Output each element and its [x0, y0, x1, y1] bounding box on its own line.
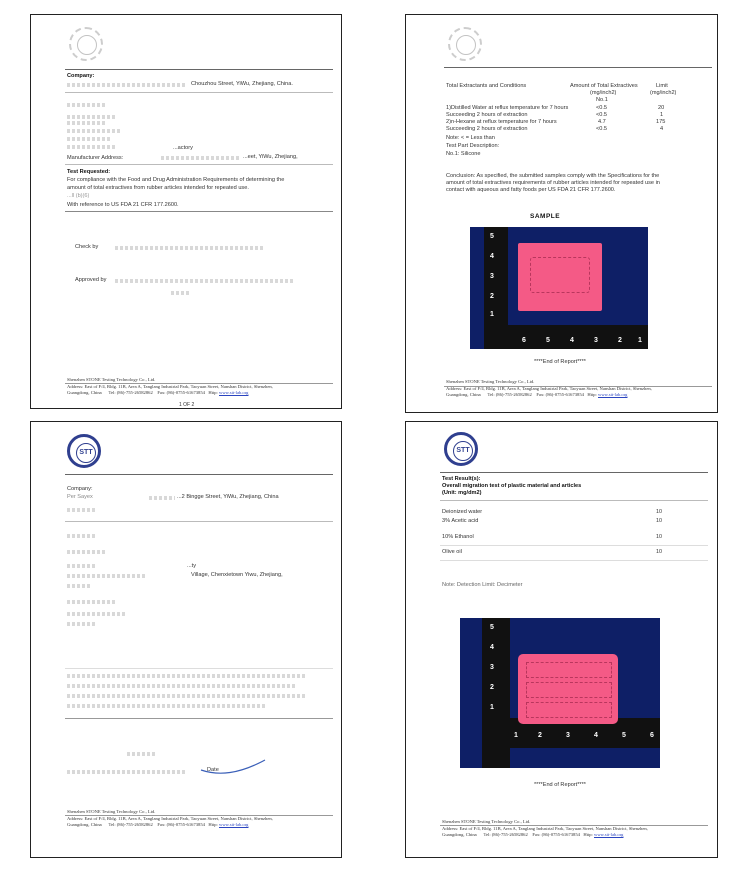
footer-region: Guangdong, China [442, 832, 477, 837]
section-divider [65, 521, 333, 522]
ruler-number: 5 [490, 233, 494, 240]
table-divider [440, 500, 708, 501]
date-label: Date [207, 767, 219, 773]
sample-engraving [526, 702, 612, 718]
signature-stroke [199, 756, 269, 776]
ruler-number: 1 [490, 704, 494, 711]
checked-by-label: Check by [75, 244, 99, 250]
redacted-text [67, 612, 127, 616]
sample-engraving [526, 662, 612, 678]
ruler-number: 2 [618, 337, 622, 344]
ruler-number: 5 [546, 337, 550, 344]
table-cell-value: <0.5 [596, 112, 608, 118]
ruler-number: 3 [490, 664, 494, 671]
footer-http-label: Http: [208, 822, 218, 827]
test-requested-label: Test Requested: [67, 169, 111, 175]
ruler-number: 1 [514, 732, 518, 739]
footer-fax: Fax: (86)-0755-61673854 [532, 832, 580, 837]
redacted-text [67, 129, 122, 133]
redacted-text [67, 584, 91, 588]
stt-logo-icon [67, 434, 101, 468]
company-label: Company: [67, 486, 93, 492]
redacted-signature [127, 752, 157, 756]
table-cell-value: <0.5 [596, 105, 608, 111]
ruler-number: 4 [490, 644, 494, 651]
redacted-text [67, 145, 117, 149]
request-line-1: For compliance with the Food and Drug Administration Requirements of determining the [67, 177, 285, 183]
page-number: 1 OF 2 [179, 402, 195, 408]
sample-engraving [526, 682, 612, 698]
redacted-text [67, 103, 107, 107]
footer-contact [67, 390, 248, 396]
report-page-4 [405, 421, 718, 858]
factory-fragment: ...actory [173, 145, 193, 151]
footer-region: Guangdong, China [67, 822, 102, 827]
redacted-signature [67, 770, 187, 774]
ruler-number: 5 [622, 732, 626, 739]
report-page-1 [30, 14, 342, 409]
table-header-sample-no: No.1 [596, 97, 608, 103]
table-row: 2)n-Hexane at reflux temperature for 7 hours [446, 119, 557, 125]
ruler-number: 4 [490, 253, 494, 260]
logo-text: STT [76, 443, 96, 463]
footer-contact [442, 832, 623, 838]
footer-address: Address: East of F/4, Bldg. 11B, Area A, Tanglang Industrial Park, Taoyuan Street, Nanshan District, Shenzhen, [67, 384, 273, 389]
table-cell-limit: 1 [660, 112, 664, 118]
manufacturer-address-label: Manufacturer Address: [67, 155, 124, 161]
company-logo-icon [448, 27, 482, 61]
stt-logo-icon [444, 432, 478, 466]
footer-company: Shenzhen STONE Testing Technology Co., Ltd. [442, 819, 531, 824]
redacted-signature [115, 279, 295, 283]
company-address: Chouzhou Street, YiWu, Zhejiang, China. [191, 81, 293, 87]
redacted-text [67, 694, 307, 698]
sample-engraving [530, 257, 590, 293]
ruler-number: 4 [570, 337, 574, 344]
factory-fragment: ...ty [187, 563, 197, 569]
table-divider [440, 560, 708, 561]
sample-photo [460, 618, 660, 768]
footer-website-link[interactable]: www.stt-lab.org [219, 390, 249, 395]
table-cell-value: 10 [656, 518, 662, 524]
table-cell-value: 4.7 [598, 119, 606, 125]
company-label: Company: [67, 73, 95, 79]
header-divider [65, 69, 333, 70]
footer-fax: Fax: (86)-0755-61673854 [157, 390, 205, 395]
redacted-text [67, 83, 187, 87]
redacted-text [149, 496, 175, 500]
section-divider [65, 668, 333, 669]
table-row: 1)Distilled Water at reflux temperature for 7 hours [446, 105, 569, 111]
header-divider [444, 67, 712, 68]
footer-region: Guangdong, China [67, 390, 102, 395]
reference-standard: With reference to US FDA 21 CFR 177.2600. [67, 202, 179, 208]
company-address: ...2 Bingge Street, YiWu, Zhejiang, China [177, 494, 279, 500]
table-header-limit-unit: (mg/inch2) [650, 90, 677, 96]
table-cell-value: <0.5 [596, 126, 608, 132]
footer-http-label: Http: [583, 832, 593, 837]
note-material: No.1: Silicone [446, 151, 481, 157]
redacted-text [67, 508, 97, 512]
redacted-text [67, 684, 297, 688]
header-divider [65, 474, 333, 475]
table-header-amount: Amount of Total Extractives [570, 83, 638, 89]
header-divider [440, 472, 708, 473]
ruler-number: 4 [594, 732, 598, 739]
table-row: Deionized water [442, 509, 483, 515]
results-unit: (Unit: mg/dm2) [442, 490, 482, 496]
footer-contact [446, 392, 627, 398]
footer-contact [67, 822, 248, 828]
ruler-number: 6 [650, 732, 654, 739]
note-part-description: Test Part Description: [446, 143, 500, 149]
ruler-number: 6 [522, 337, 526, 344]
footer-address: Address: East of F/4, Bldg. 11B, Area A, Tanglang Industrial Park, Taoyuan Street, Nanshan District, Shenzhen, [442, 826, 648, 831]
end-of-report: ****End of Report**** [534, 359, 586, 365]
request-line-2: amount of total extractives from rubber articles intended for repeated use. [67, 185, 249, 191]
table-row: 3% Acetic acid [442, 518, 479, 524]
ruler-number: 2 [490, 684, 494, 691]
table-cell-value: 10 [656, 549, 662, 555]
manufacturer-address: Village, Chenxietown Yiwu, Zhejiang, [191, 572, 283, 578]
sample-label: SAMPLE [530, 213, 561, 220]
end-of-report: ****End of Report**** [534, 782, 586, 788]
redacted-text [67, 600, 115, 604]
report-page-2 [405, 14, 718, 413]
ruler-number: 1 [490, 311, 494, 318]
table-cell-limit: 4 [660, 126, 664, 132]
footer-company: Shenzhen STONE Testing Technology Co., Ltd. [67, 377, 156, 382]
footer-company: Shenzhen STONE Testing Technology Co., Ltd. [446, 379, 535, 384]
ruler-number: 2 [490, 293, 494, 300]
redacted-text [67, 534, 95, 538]
footer-tel: Tel: (86)-755-26582862 [483, 832, 528, 837]
table-row: Succeeding 2 hours of extraction [446, 112, 528, 118]
company-logo-icon [69, 27, 103, 61]
footer-address: Address: East of F/4, Bldg. 11B, Area A, Tanglang Industrial Park, Taoyuan Street, Nanshan District, Shenzhen, [67, 816, 273, 821]
redacted-text [67, 564, 97, 568]
table-cell-limit: 20 [658, 105, 665, 111]
table-header-conditions: Total Extractants and Conditions [446, 83, 527, 89]
ruler-horizontal [484, 325, 648, 349]
footer-website-link[interactable]: www.stt-lab.org [594, 832, 624, 837]
table-row: Olive oil [442, 549, 462, 555]
section-divider [65, 211, 333, 212]
redacted-text [67, 674, 307, 678]
table-divider [440, 545, 708, 546]
report-page-3 [30, 421, 342, 858]
results-note: Note: Detection Limit: Decimeter [442, 582, 523, 588]
conclusion-line-1: Conclusion: As specified, the submitted samples comply with the Specifications for the [446, 173, 660, 179]
results-heading: Overall migration test of plastic material and articles [442, 483, 582, 489]
footer-fax: Fax: (86)-0755-61673854 [157, 822, 205, 827]
table-header-limit: Limit [656, 83, 668, 89]
redacted-text [67, 121, 107, 125]
sample-photo [470, 227, 648, 349]
redacted-text [67, 704, 267, 708]
note-less-than: Note: < = Less than [446, 135, 495, 141]
table-row: Succeeding 2 hours of extraction [446, 126, 528, 132]
redacted-signature [171, 291, 191, 295]
redacted-text [67, 137, 112, 141]
ruler-number: 1 [638, 337, 642, 344]
footer-http-label: Http: [208, 390, 218, 395]
redacted-text [161, 156, 241, 160]
footer-region: Guangdong, China [446, 392, 481, 397]
footer-http-label: Http: [587, 392, 597, 397]
company-name-fragment: Per Sayex [67, 494, 93, 500]
table-cell-value: 10 [656, 534, 662, 540]
section-divider [65, 92, 333, 93]
table-row: 10% Ethanol [442, 534, 474, 540]
footer-tel: Tel: (86)-755-26582862 [487, 392, 532, 397]
footer-website-link[interactable]: www.stt-lab.org [219, 822, 249, 827]
table-cell-value: 10 [656, 509, 662, 515]
manufacturer-address: ...eet, YiWu, Zhejiang, [243, 154, 298, 160]
redacted-text [67, 550, 105, 554]
redacted-text [67, 622, 97, 626]
ruler-number: 3 [490, 273, 494, 280]
conclusion-line-2: amount of total extractives requirements of rubber articles intended for repeated use in [446, 180, 660, 186]
request-line-3: ...ll (b)(6) [67, 193, 90, 199]
footer-tel: Tel: (86)-755-26582862 [108, 822, 153, 827]
approved-by-label: Approved by [75, 277, 107, 283]
table-header-amount-unit: (mg/inch2) [590, 90, 617, 96]
section-divider [65, 718, 333, 719]
footer-fax: Fax: (86)-0755-61673854 [536, 392, 584, 397]
ruler-number: 3 [594, 337, 598, 344]
ruler-number: 2 [538, 732, 542, 739]
footer-website-link[interactable]: www.stt-lab.org [598, 392, 628, 397]
footer-company: Shenzhen STONE Testing Technology Co., Ltd. [67, 809, 156, 814]
redacted-text [67, 115, 117, 119]
redacted-text [67, 574, 147, 578]
footer-tel: Tel: (86)-755-26582862 [108, 390, 153, 395]
logo-text: STT [453, 441, 473, 461]
ruler-number: 3 [566, 732, 570, 739]
redacted-signature [115, 246, 265, 250]
footer-address: Address: East of F/4, Bldg. 11B, Area A, Tanglang Industrial Park, Taoyuan Street, Nanshan District, Shenzhen, [446, 386, 652, 391]
conclusion-line-3: contact with aqueous and fatty foods per US FDA 21 CFR 177.2600. [446, 187, 616, 193]
test-results-label: Test Result(s): [442, 476, 481, 482]
section-divider [65, 164, 333, 165]
table-cell-limit: 175 [656, 119, 666, 125]
ruler-number: 5 [490, 624, 494, 631]
